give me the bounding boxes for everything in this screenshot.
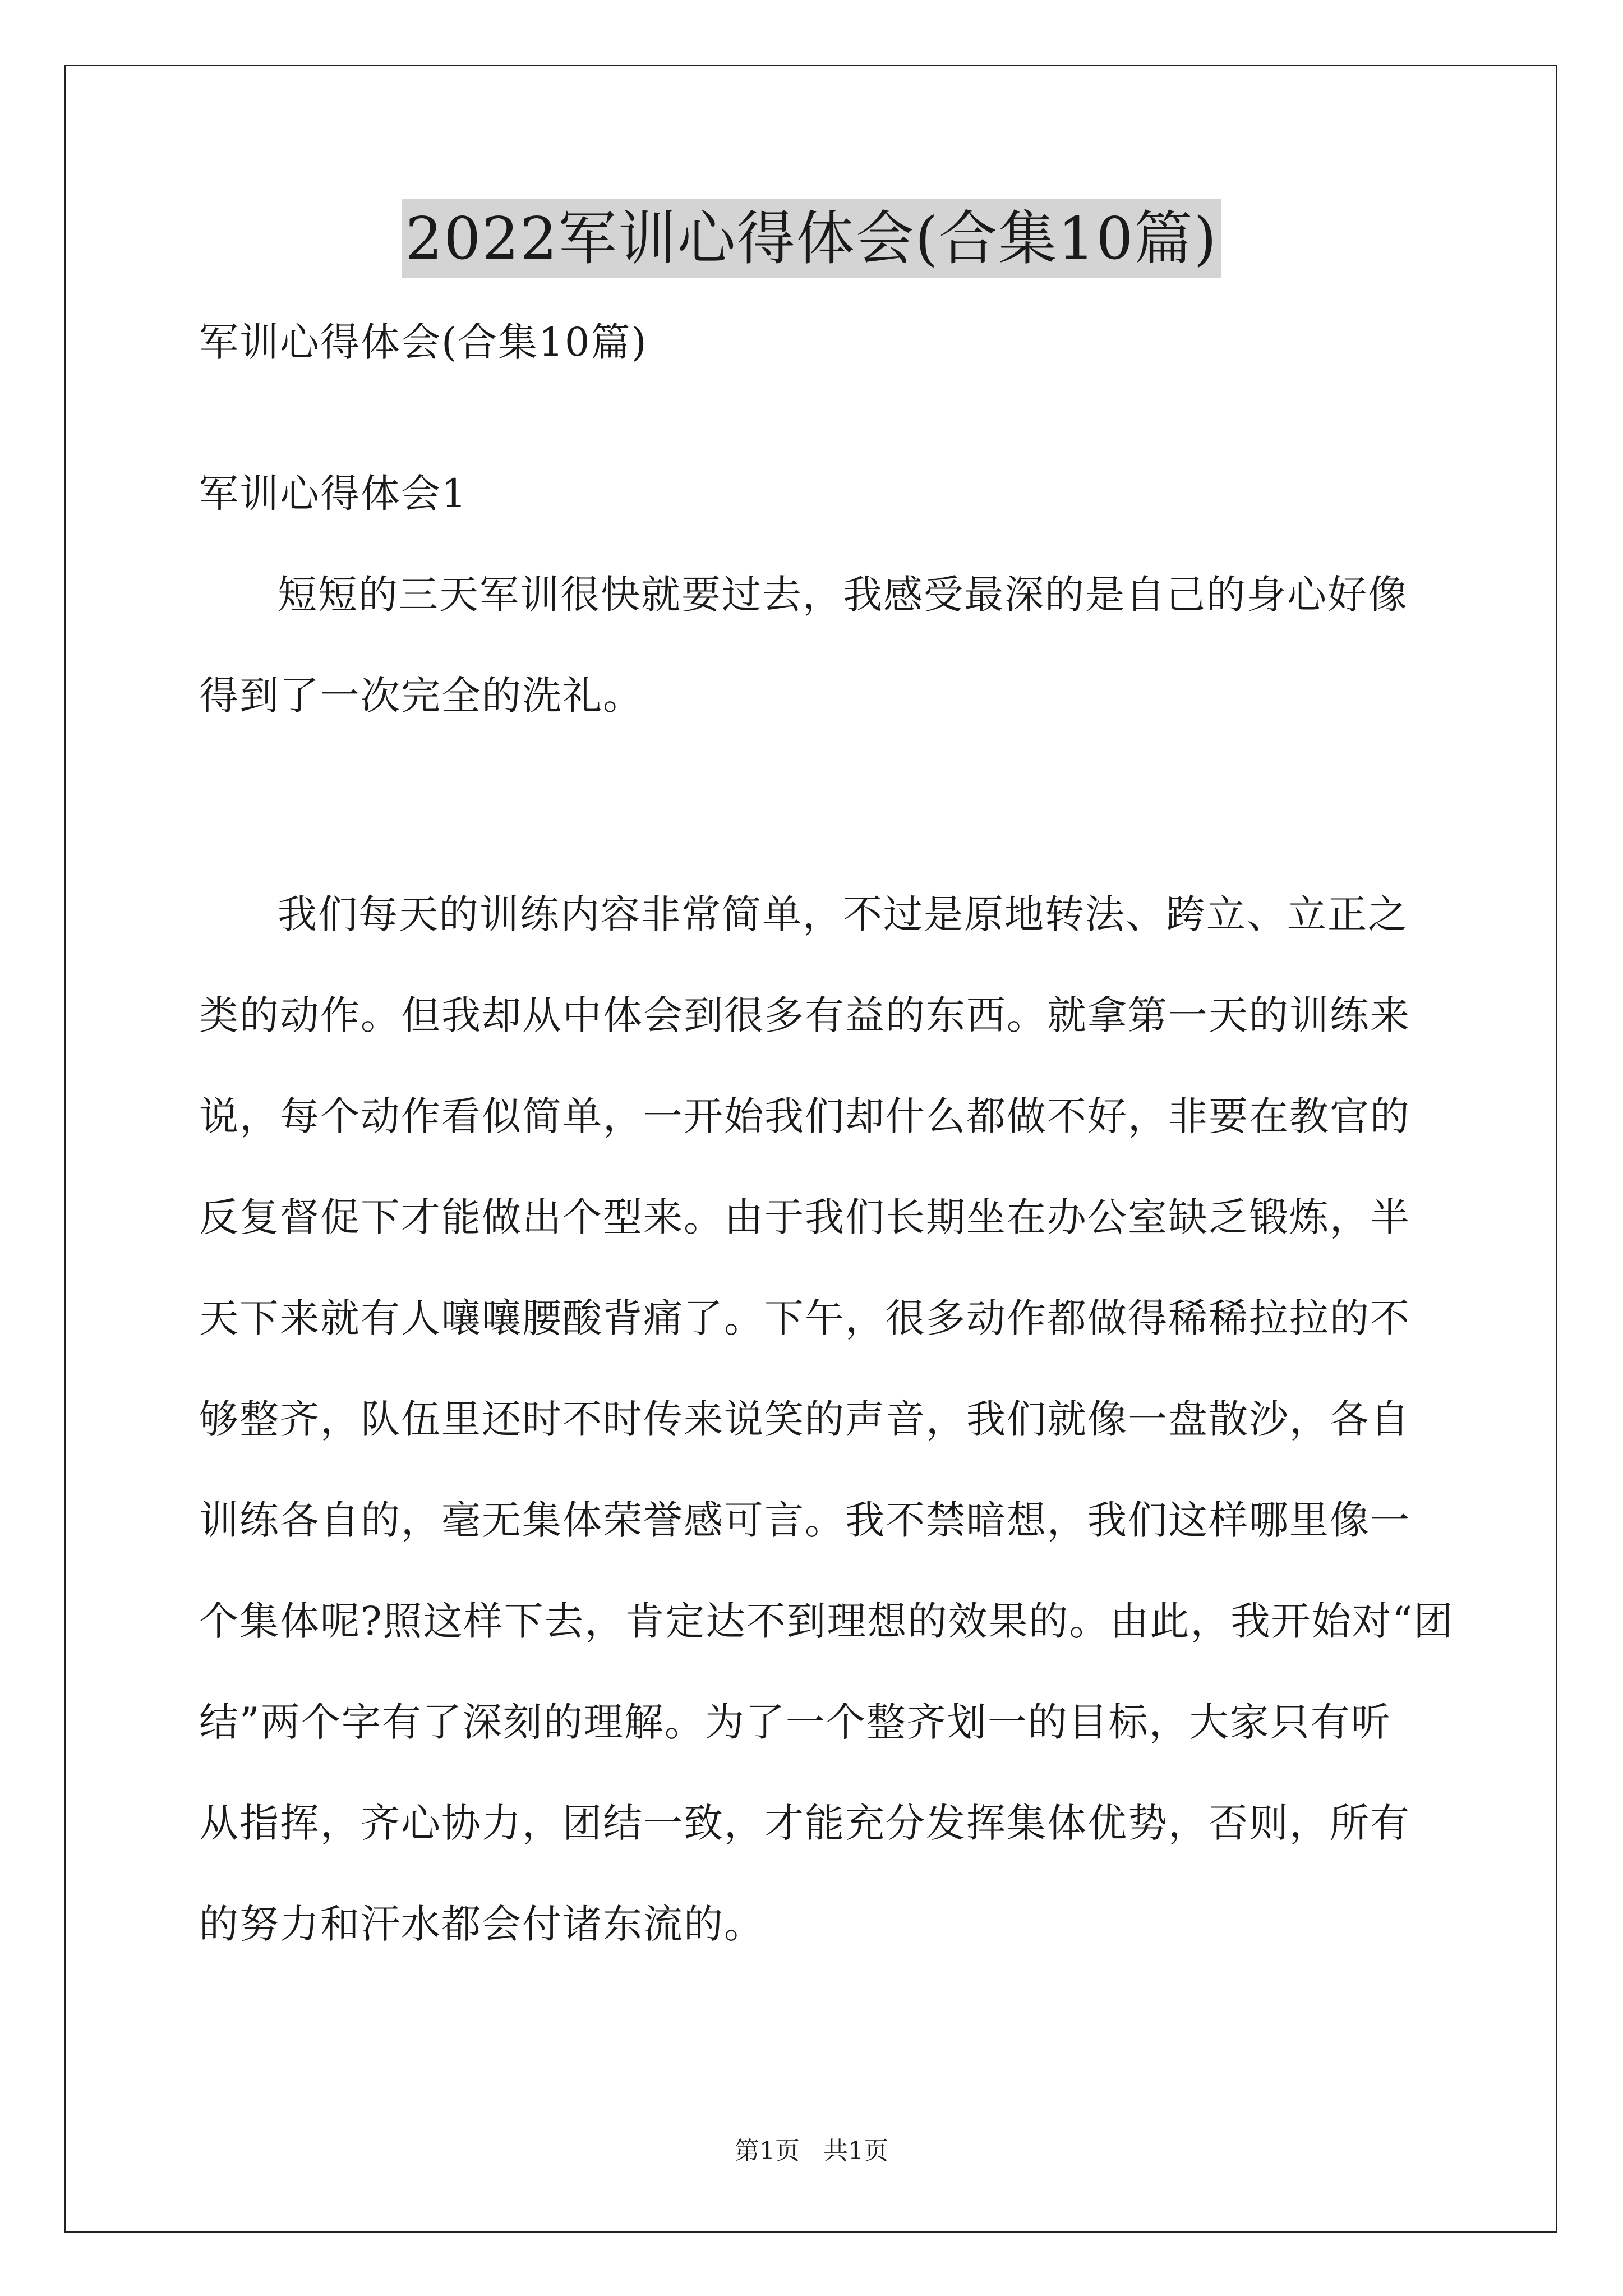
page-total: 共1页 (823, 2137, 888, 2165)
paragraph-line: 类的动作。但我却从中体会到很多有益的东西。就拿第一天的训练来 (199, 992, 1410, 1038)
subtitle: 军训心得体会(合集10篇) (199, 319, 648, 365)
paragraph-line: 短短的三天军训很快就要过去，我感受最深的是自己的身心好像 (278, 572, 1408, 618)
paragraph-line: 的努力和汗水都会付诸东流的。 (199, 1901, 764, 1947)
paragraph-line: 从指挥，齐心协力，团结一致，才能充分发挥集体优势，否则，所有 (199, 1800, 1410, 1846)
paragraph-line: 个集体呢?照这样下去，肯定达不到理想的效果的。由此，我开始对“团 (199, 1598, 1454, 1644)
paragraph-line: 天下来就有人嚷嚷腰酸背痛了。下午，很多动作都做得稀稀拉拉的不 (199, 1295, 1410, 1341)
page-footer (0, 2134, 1623, 2168)
paragraph-line: 我们每天的训练内容非常简单，不过是原地转法、跨立、立正之 (278, 891, 1408, 937)
paragraph-line: 训练各自的，毫无集体荣誉感可言。我不禁暗想，我们这样哪里像一 (199, 1497, 1410, 1543)
section-heading: 军训心得体会1 (199, 471, 468, 517)
document-title: 2022军训心得体会(合集10篇) (402, 199, 1221, 278)
paragraph-line: 够整齐，队伍里还时不时传来说笑的声音，我们就像一盘散沙，各自 (199, 1396, 1410, 1442)
paragraph-line: 反复督促下才能做出个型来。由于我们长期坐在办公室缺乏锻炼，半 (199, 1194, 1410, 1240)
paragraph-line: 得到了一次完全的洗礼。 (199, 673, 643, 719)
paragraph-line: 说，每个动作看似简单，一开始我们却什么都做不好，非要在教官的 (199, 1093, 1410, 1139)
title-container (0, 199, 1623, 278)
paragraph-line: 结”两个字有了深刻的理解。为了一个整齐划一的目标，大家只有听 (199, 1699, 1391, 1745)
page-number: 第1页 (735, 2137, 800, 2165)
